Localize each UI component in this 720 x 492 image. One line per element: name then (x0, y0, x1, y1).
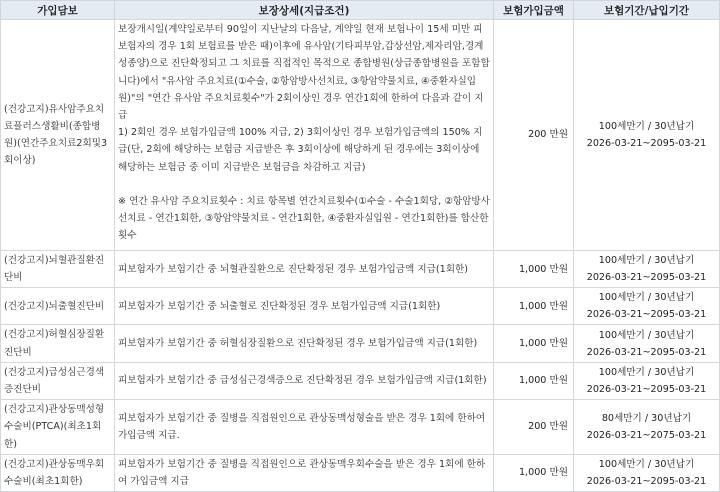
period-dates: 2026-03-21~2095-03-21 (586, 309, 707, 321)
coverage-amount: 1,000 만원 (494, 288, 574, 325)
coverage-detail: 피보험자가 보험기간 중 급성심근경색증으로 진단확정된 경우 보험가입금액 지급(1회한) (115, 362, 494, 399)
coverage-detail: 피보험자가 보험기간 중 질병을 직접원인으로 관상동맥성형술을 받은 경우 1회에 한하여 가입금액 지급. (115, 400, 494, 455)
period-dates: 2026-03-21~2095-03-21 (586, 272, 707, 284)
coverage-amount: 1,000 만원 (494, 362, 574, 399)
header-period: 보험기간/납입기간 (574, 1, 720, 20)
coverage-period (574, 454, 720, 491)
detail-paragraph: ※ 연간 유사암 주요치료횟수 : 치료 항목별 연간치료횟수(①수술 - 수술1회당, ②항암방사선치료 - 연간1회한, ③항암약물치료 - 연간1회한, ④중환자실입원 - 연간1회한)를 합산한 횟수 (118, 195, 490, 242)
coverage-detail: 피보험자가 보험기간 중 허혈심장질환으로 진단확정된 경우 보험가입금액 지급(1회한) (115, 325, 494, 362)
table-row (1, 251, 720, 288)
detail-paragraph: 보장개시일(계약일로부터 90일이 지난날의 다음날, 계약일 현재 보험나이 15세 미만 피보험자의 경우 1회 보험료를 받은 때)이후에 유사암(기타피부암,갑상선암,제자리암,경계성종양)으로 진단확정되고 그 치료를 직접적인 목적으로 종합병원(상급종합병원을 포함합니다)에서 "유사암 주요치료(①수술, ②항암방사선치료, ③항암약물치료, ④중환자실입원)"의 "연간 유사암 주요치료횟수"가 2회이상인 경우 연간1회에 한하여 다음과 같이 지급 (118, 24, 490, 122)
coverage-name: (건강고지)급성심근경색증진단비 (1, 362, 115, 399)
period-dates: 2026-03-21~2095-03-21 (586, 346, 707, 358)
table-row (1, 325, 720, 362)
header-detail: 보장상세(지급조건) (115, 1, 494, 20)
coverage-amount: 1,000 만원 (494, 454, 574, 491)
coverage-period (574, 400, 720, 455)
coverage-name: (건강고지)허혈심장질환진단비 (1, 325, 115, 362)
period-term: 80세만기 / 30년납기 (601, 413, 692, 425)
detail-paragraph: 1) 2회인 경우 보험가입금액 100% 지급, 2) 3회이상인 경우 보험가입금액의 150% 지급(단, 2회에 해당하는 보험금 지급받은 후 3회이상에 해당하게 된 경우에는 3회이상에 해당하는 보험금 중 이미 지급받은 보험금을 차감하고 지급) (118, 127, 483, 173)
header-amount: 보험가입금액 (494, 1, 574, 20)
header-coverage: 가입담보 (1, 1, 115, 20)
period-dates: 2026-03-21~2075-03-21 (586, 430, 707, 442)
coverage-detail: 피보험자가 보험기간 중 뇌출혈로 진단확정된 경우 보험가입금액 지급(1회한) (115, 288, 494, 325)
coverage-amount: 1,000 만원 (494, 251, 574, 288)
coverage-name: (건강고지)관상동맥우회수술비(최초1회한) (1, 454, 115, 491)
period-term: 100세만기 / 30년납기 (598, 367, 695, 379)
table-row (1, 20, 720, 251)
coverage-period (574, 325, 720, 362)
coverage-period (574, 251, 720, 288)
period-term: 100세만기 / 30년납기 (598, 329, 695, 341)
table-row (1, 288, 720, 325)
period-dates: 2026-03-21~2095-03-21 (586, 476, 707, 488)
coverage-amount: 200 만원 (494, 400, 574, 455)
coverage-name: (건강고지)관상동맥성형수술비(PTCA)(최초1회한) (1, 400, 115, 455)
header-row (1, 1, 720, 20)
table-row (1, 400, 720, 455)
coverage-period (574, 288, 720, 325)
coverage-period (574, 20, 720, 251)
coverage-name: (건강고지)유사암주요치료플러스생활비(종합병원)(연간주요치료2회및3회이상) (1, 20, 115, 251)
coverage-amount: 200 만원 (494, 20, 574, 251)
period-dates: 2026-03-21~2095-03-21 (586, 384, 707, 396)
table-row (1, 454, 720, 491)
coverage-detail (115, 20, 494, 251)
period-dates: 2026-03-21~2095-03-21 (586, 138, 707, 149)
coverage-detail: 피보험자가 보험기간 중 뇌혈관질환으로 진단확정된 경우 보험가입금액 지급(1회한) (115, 251, 494, 288)
coverage-name: (건강고지)뇌혈관질환진단비 (1, 251, 115, 288)
period-term: 100세만기 / 30년납기 (598, 459, 695, 471)
period-term: 100세만기 / 30년납기 (598, 292, 695, 304)
coverage-detail: 피보험자가 보험기간 중 질병을 직접원인으로 관상동맥우회수술을 받은 경우 1회에 한하여 가입금액 지급 (115, 454, 494, 491)
table-row (1, 362, 720, 399)
coverage-amount: 1,000 만원 (494, 325, 574, 362)
coverage-name: (건강고지)뇌출혈진단비 (1, 288, 115, 325)
period-term: 100세만기 / 30년납기 (598, 255, 695, 267)
period-term: 100세만기 / 30년납기 (598, 121, 695, 132)
coverage-period (574, 362, 720, 399)
